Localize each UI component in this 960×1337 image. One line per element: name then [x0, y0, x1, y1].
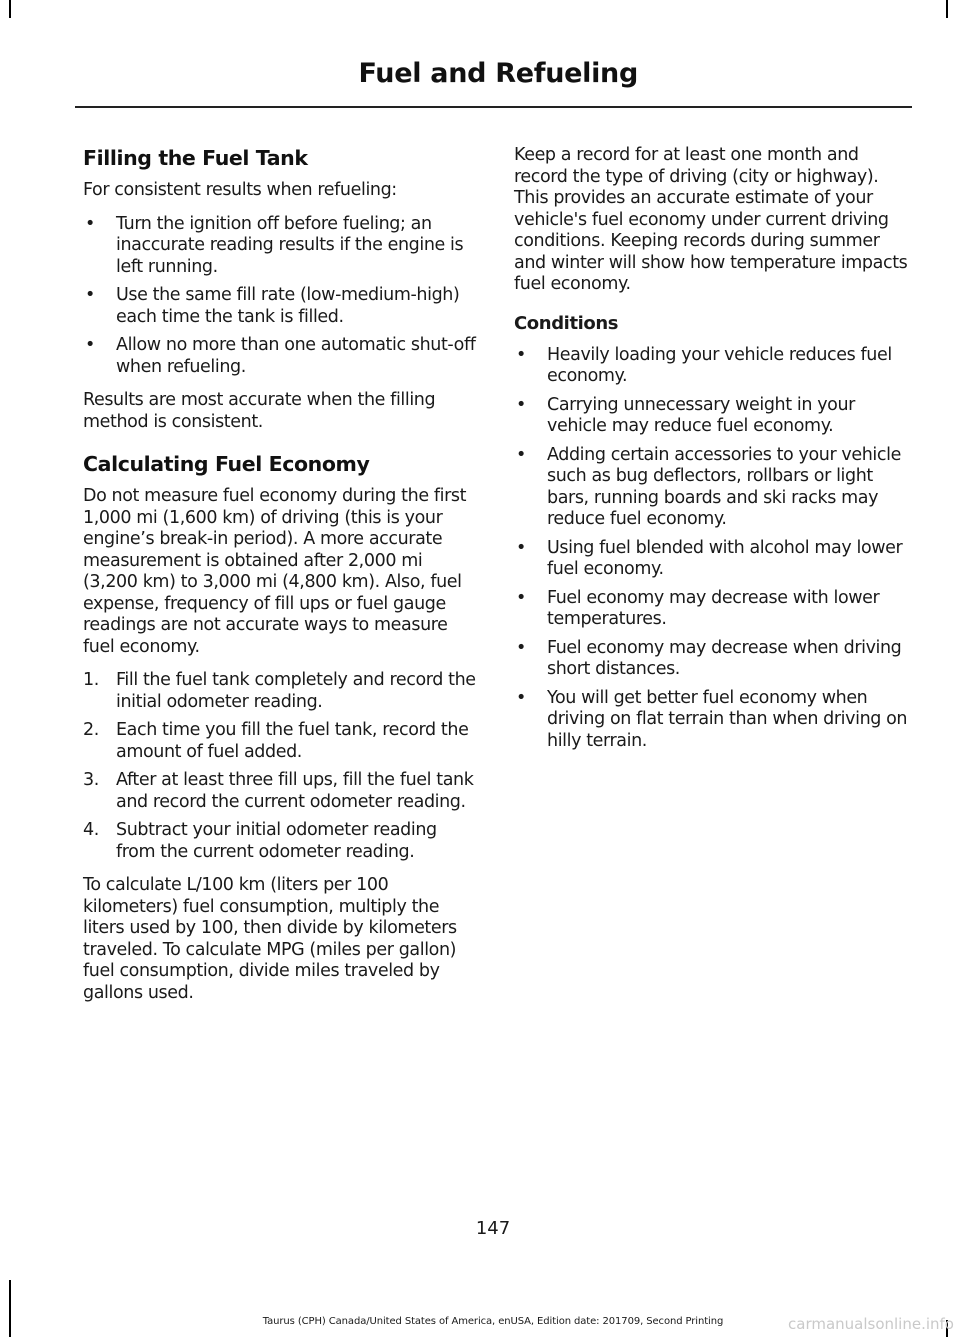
list-item: • Turn the ignition off before fueling; an inaccurate reading results if the engine is left running. — [83, 214, 478, 279]
list-item — [83, 670, 478, 713]
filling-heading: Filling the Fuel Tank — [83, 146, 308, 170]
edition-footer: Taurus (CPH) Canada/United States of America, enUSA, Edition date: 201709, Second Printing — [262, 1316, 724, 1327]
step-text: Fill the fuel tank completely and record the initial odometer reading. — [116, 670, 476, 712]
crop-mark-top-right — [946, 0, 948, 18]
list-item: • Using fuel blended with alcohol may lower fuel economy. — [514, 538, 909, 581]
step-text: Subtract your initial odometer reading from the current odometer reading. — [116, 820, 437, 862]
list-item: • Fuel economy may decrease when driving short distances. — [514, 638, 909, 681]
crop-mark-bottom-left — [9, 1280, 11, 1337]
step-number: 1. — [83, 670, 99, 690]
calculating-intro: Do not measure fuel economy during the first 1,000 mi (1,600 km) of driving (this is your engine’s break-in period). A more accurate measurement is obtained after 2,000 mi (3,200 km) to 3,000 mi (4,800 km). Also, fuel expense, frequency of fill ups or fuel gauge readings are not accurate ways to measure fuel economy. — [83, 486, 467, 657]
calculating-formula: To calculate L/100 km (liters per 100 kilometers) fuel consumption, multiply the liters used by 100, then divide by kilometers traveled. To calculate MPG (miles per gallon) fuel consumption, divide miles traveled by gallons used. — [83, 875, 457, 1003]
step-text: Each time you fill the fuel tank, record the amount of fuel added. — [116, 720, 469, 762]
list-item: • Fuel economy may decrease with lower temperatures. — [514, 588, 909, 631]
list-item: • Use the same fill rate (low-medium-high) each time the tank is filled. — [83, 285, 478, 328]
calculating-steps — [83, 670, 478, 863]
step-text: After at least three fill ups, fill the fuel tank and record the current odometer reading. — [116, 770, 474, 812]
step-number: 3. — [83, 770, 99, 790]
list-item — [83, 820, 478, 863]
list-item — [83, 720, 478, 763]
crop-mark-top-left — [9, 0, 11, 18]
section-title: Fuel and Refueling — [358, 58, 638, 89]
step-number: 4. — [83, 820, 99, 840]
list-item — [83, 770, 478, 813]
list-item: • Carrying unnecessary weight in your vehicle may reduce fuel economy. — [514, 395, 909, 438]
page-number: 147 — [475, 1218, 511, 1239]
filling-intro: For consistent results when refueling: — [83, 180, 397, 200]
left-column — [83, 145, 478, 1016]
list-item: • You will get better fuel economy when driving on flat terrain than when driving on hilly terrain. — [514, 688, 909, 753]
conditions-bullet-list — [514, 345, 909, 753]
step-number: 2. — [83, 720, 99, 740]
filling-bullet-list — [83, 214, 478, 379]
watermark: carmanualsonline.info — [788, 1315, 954, 1333]
list-item: • Allow no more than one automatic shut-off when refueling. — [83, 335, 478, 378]
header-rule — [75, 106, 912, 108]
conditions-heading: Conditions — [514, 312, 619, 334]
filling-closing: Results are most accurate when the filling method is consistent. — [83, 390, 436, 432]
calculating-heading: Calculating Fuel Economy — [83, 452, 370, 476]
list-item: • Adding certain accessories to your vehicle such as bug deflectors, rollbars or light bars, running boards and ski racks may reduce fuel economy. — [514, 445, 909, 531]
list-item: • Heavily loading your vehicle reduces fuel economy. — [514, 345, 909, 388]
records-paragraph: Keep a record for at least one month and record the type of driving (city or highway). This provides an accurate estimate of your vehicle's fuel economy under current driving conditions. Keeping records during summer and winter will show how temperature impacts fuel economy. — [514, 145, 908, 294]
right-column — [514, 145, 909, 764]
